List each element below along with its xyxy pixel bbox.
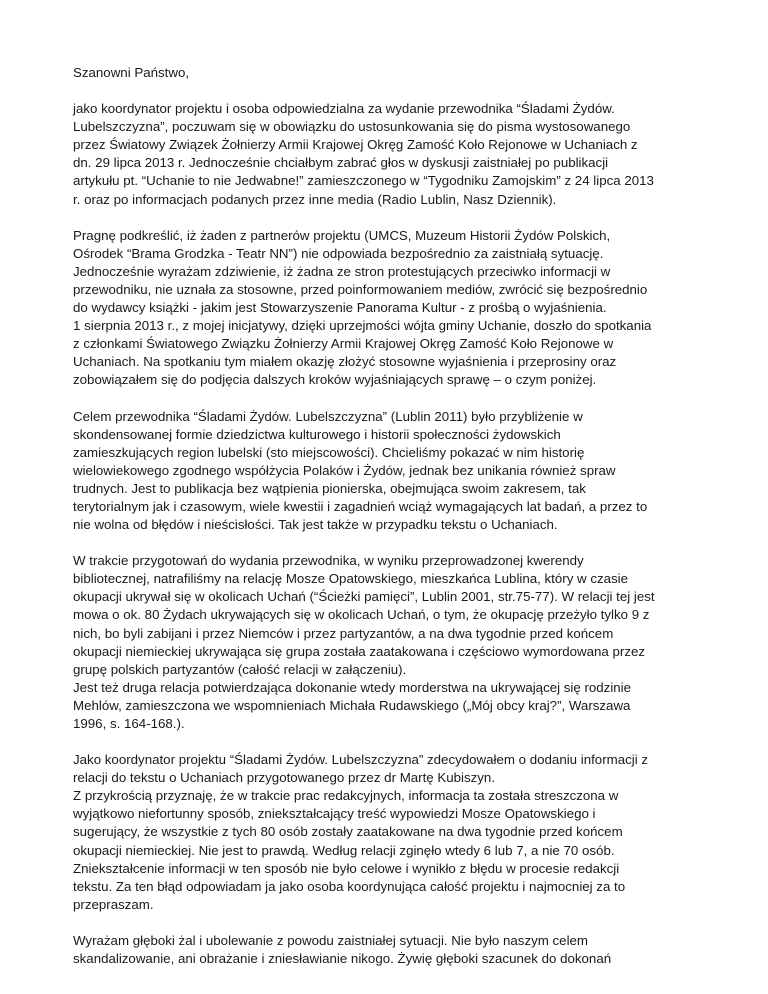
text-line: Wyrażam głęboki żal i ubolewanie z powodu zaistniałej sytuacji. Nie było naszym celem: [73, 932, 588, 948]
text-line: zobowiązałem się do podjęcia dalszych kroków wyjaśniających sprawę – o czym poniżej.: [73, 372, 597, 388]
letter-body: [73, 64, 713, 986]
text-line: okupacji niemieckiej. Nie jest to prawdą. Według relacji zginęło wtedy 6 lub 7, a nie 70 osób.: [73, 842, 615, 858]
text-line: Lubelszczyzna”, poczuwam się w obowiązku do ustosunkowania się do pisma wystosowanego: [73, 119, 631, 135]
text-line: dn. 29 lipca 2013 r. Jednocześnie chciałbym zabrać głos w dyskusji zaistniałej po publikacji: [73, 155, 609, 171]
text-line: zamieszkujących region lubelski (sto miejscowości). Chcieliśmy pokazać w nim historię: [73, 444, 585, 460]
text-line: Pragnę podkreślić, iż żaden z partnerów projektu (UMCS, Muzeum Historii Żydów Polskich,: [73, 227, 611, 243]
text-line: terytorialnym jak i czasowym, wiele kwestii i zagadnień wciąż wymagających lat badań, a przez to: [73, 498, 648, 514]
text-line: artykułu pt. “Uchanie to nie Jedwabne!” zamieszczonego w “Tygodniku Zamojskim” z 24 lipca 2013: [73, 173, 654, 189]
text-line: Z przykrością przyznaję, że w trakcie prac redakcyjnych, informacja ta została streszczona w: [73, 788, 619, 804]
text-line: Jednocześnie wyrażam zdziwienie, iż żadna ze stron protestujących przeciwko informacji w: [73, 263, 611, 279]
text-line: mowa o ok. 80 Żydach ukrywających się w okolicach Uchań, o tym, że okupację przeżyło tylko 9 z: [73, 607, 650, 623]
text-line: nich, bo byli zabijani i przez Niemców i przez partyzantów, a na dwa tygodnie przed końcem: [73, 625, 614, 641]
text-line: wielowiekowego zgodnego współżycia Polaków i Żydów, jednak bez unikania również spraw: [73, 462, 616, 478]
text-line: Ośrodek “Brama Grodzka - Teatr NN”) nie odpowiada bezpośrednio za zaistniałą sytuację.: [73, 245, 604, 261]
text-line: do wydawcy książki - jakim jest Stowarzyszenie Panorama Kultur - z prośbą o wyjaśnienia.: [73, 300, 607, 316]
text-line: relacji do tekstu o Uchaniach przygotowanego przez dr Martę Kubiszyn.: [73, 770, 496, 786]
text-line: Jako koordynator projektu “Śladami Żydów. Lubelszczyzna” zdecydowałem o dodaniu informacji z: [73, 752, 648, 768]
text-line: nie wolna od błędów i nieścisłości. Tak jest także w przypadku tekstu o Uchaniach.: [73, 517, 558, 533]
paragraph-3: [73, 408, 713, 535]
text-line: skandalizowanie, ani obrażanie i zniesławianie nikogo. Żywię głęboki szacunek do dokonań: [73, 951, 612, 967]
text-line: jako koordynator projektu i osoba odpowiedzialna za wydanie przewodnika “Śladami Żydów.: [73, 101, 615, 117]
text-line: Celem przewodnika “Śladami Żydów. Lubelszczyzna” (Lublin 2011) było przybliżenie w: [73, 408, 583, 424]
text-line: sugerujący, że wszystkie z tych 80 osób zostały zaatakowane na dwa tygodnie przed końcem: [73, 824, 623, 840]
text-line: Szanowni Państwo,: [73, 65, 190, 80]
text-line: z członkami Światowego Związku Żołnierzy Armii Krajowej Okręg Zamość Koło Rejonowe w: [73, 336, 614, 352]
text-line: skondensowanej formie dziedzictwa kulturowego i historii społeczności żydowskich: [73, 426, 561, 442]
text-line: Uchaniach. Na spotkaniu tym miałem okazję złożyć stosowne wyjaśnienia i przeprosiny oraz: [73, 354, 617, 370]
text-line: tekstu. Za ten błąd odpowiadam ja jako osoba koordynująca całość projektu i najmocniej za to: [73, 878, 626, 894]
paragraph-6: [73, 932, 713, 968]
text-line: przewodniku, nie uznała za stosowne, przed poinformowaniem mediów, zwrócić się bezpośrednio: [73, 281, 648, 297]
text-line: trudnych. Jest to publikacja bez wątpienia pionierska, obejmująca swoim zakresem, tak: [73, 480, 586, 496]
text-line: bibliotecznej, natrafiliśmy na relację Mosze Opatowskiego, mieszkańca Lublina, który w czasie: [73, 571, 629, 587]
text-line: 1996, s. 164-168.).: [73, 716, 185, 731]
text-line: Jest też druga relacja potwierdzająca dokonanie wtedy morderstwa na ukrywającej się rodzinie: [73, 679, 632, 695]
text-line: Mehlów, zamieszczona we wspomnieniach Michała Rudawskiego („Mój obcy kraj?”, Warszawa: [73, 697, 631, 713]
paragraph-4: [73, 552, 713, 733]
text-line: przez Światowy Związek Żołnierzy Armii Krajowej Okręg Zamość Koło Rejonowe w Uchaniach z: [73, 137, 638, 153]
text-line: 1 sierpnia 2013 r., z mojej inicjatywy, dzięki uprzejmości wójta gminy Uchanie, doszło do spotkania: [73, 318, 652, 334]
paragraph-list: [73, 100, 713, 968]
text-line: wyjątkowo niefortunny sposób, zniekształcający treść wypowiedzi Mosze Opatowskiego i: [73, 806, 596, 822]
text-line: W trakcie przygotowań do wydania przewodnika, w wyniku przeprowadzonej kwerendy: [73, 553, 584, 569]
paragraph-5: [73, 751, 713, 914]
salutation: [73, 64, 713, 82]
text-line: przepraszam.: [73, 896, 154, 912]
text-line: okupacji niemieckiej ukrywająca się grupa została zaatakowana i częściowo wymordowana przez: [73, 643, 646, 659]
paragraph-1: [73, 100, 713, 209]
text-line: grupę polskich partyzantów (całość relacji w załączeniu).: [73, 661, 407, 677]
text-line: Zniekształcenie informacji w ten sposób nie było celowe i wynikło z błędu w procesie redakcji: [73, 860, 620, 876]
text-line: r. oraz po informacjach podanych przez inne media (Radio Lublin, Nasz Dziennik).: [73, 191, 557, 207]
paragraph-2: [73, 227, 713, 390]
text-line: okupacji ukrywał się w okolicach Uchań (“Ścieżki pamięci”, Lublin 2001, str.75-77). W relacji tej jest: [73, 589, 655, 605]
